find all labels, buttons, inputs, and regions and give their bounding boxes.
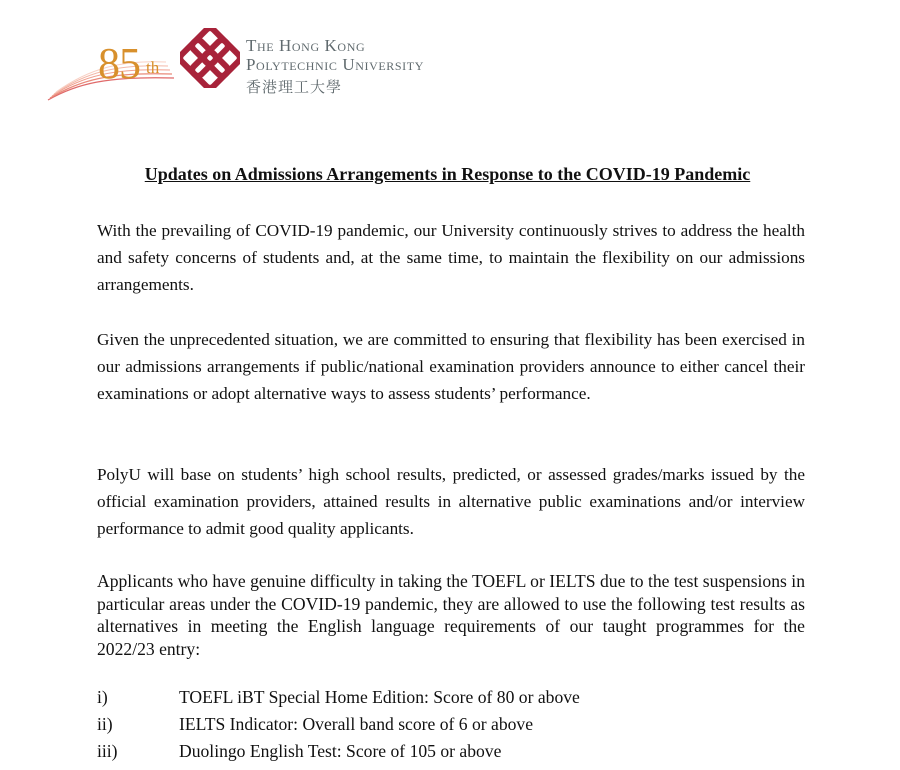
list-item [97,684,805,711]
paragraph-english-alternatives: Applicants who have genuine difficulty in taking the TOEFL or IELTS due to the test suspensions in particular areas under the COVID-19 pandemic, they are allowed to use the following test results as alternatives in meeting the English language requirements of our taught programmes for the 2022/23 entry: [97,571,805,659]
list-item-text: Duolingo English Test: Score of 105 or above [179,741,502,761]
list-item-number: ii) [97,714,113,734]
list-item [97,711,805,738]
paragraph-admission-basis: PolyU will base on students’ high school results, predicted, or assessed grades/marks issued by the official examination providers, attained results in alternative public examinations and/or interview performance to admit good quality applicants. [97,465,805,538]
university-name-line1: The Hong Kong [246,36,366,55]
list-item-number: i) [97,687,108,707]
university-name-chinese: 香港理工大學 [246,78,343,96]
list-item-text: TOEFL iBT Special Home Edition: Score of 80 or above [179,687,580,707]
university-emblem-icon [180,28,240,88]
paragraph-prevailing-pandemic: With the prevailing of COVID-19 pandemic, our University continuously strives to address the health and safety concerns of students and, at the same time, to maintain the flexibility on our admissions arrangements. [97,221,805,294]
university-name-line2: Polytechnic University [246,55,424,74]
anniversary-suffix: th [146,58,160,77]
alternative-tests-list [97,684,805,765]
list-item-number: iii) [97,741,118,761]
list-item-text: IELTS Indicator: Overall band score of 6 or above [179,714,534,734]
document-title: Updates on Admissions Arrangements in Response to the COVID-19 Pandemic [144,164,751,184]
anniversary-number: 85 [98,39,140,88]
paragraph-flexibility-commitment: Given the unprecedented situation, we are committed to ensuring that flexibility has been exercised in our admissions arrangements if public/national examination providers announce to either cancel their examinations or adopt alternative ways to assess students’ performance. [97,330,805,403]
polyu-header-logo [46,26,516,106]
list-item [97,738,805,765]
